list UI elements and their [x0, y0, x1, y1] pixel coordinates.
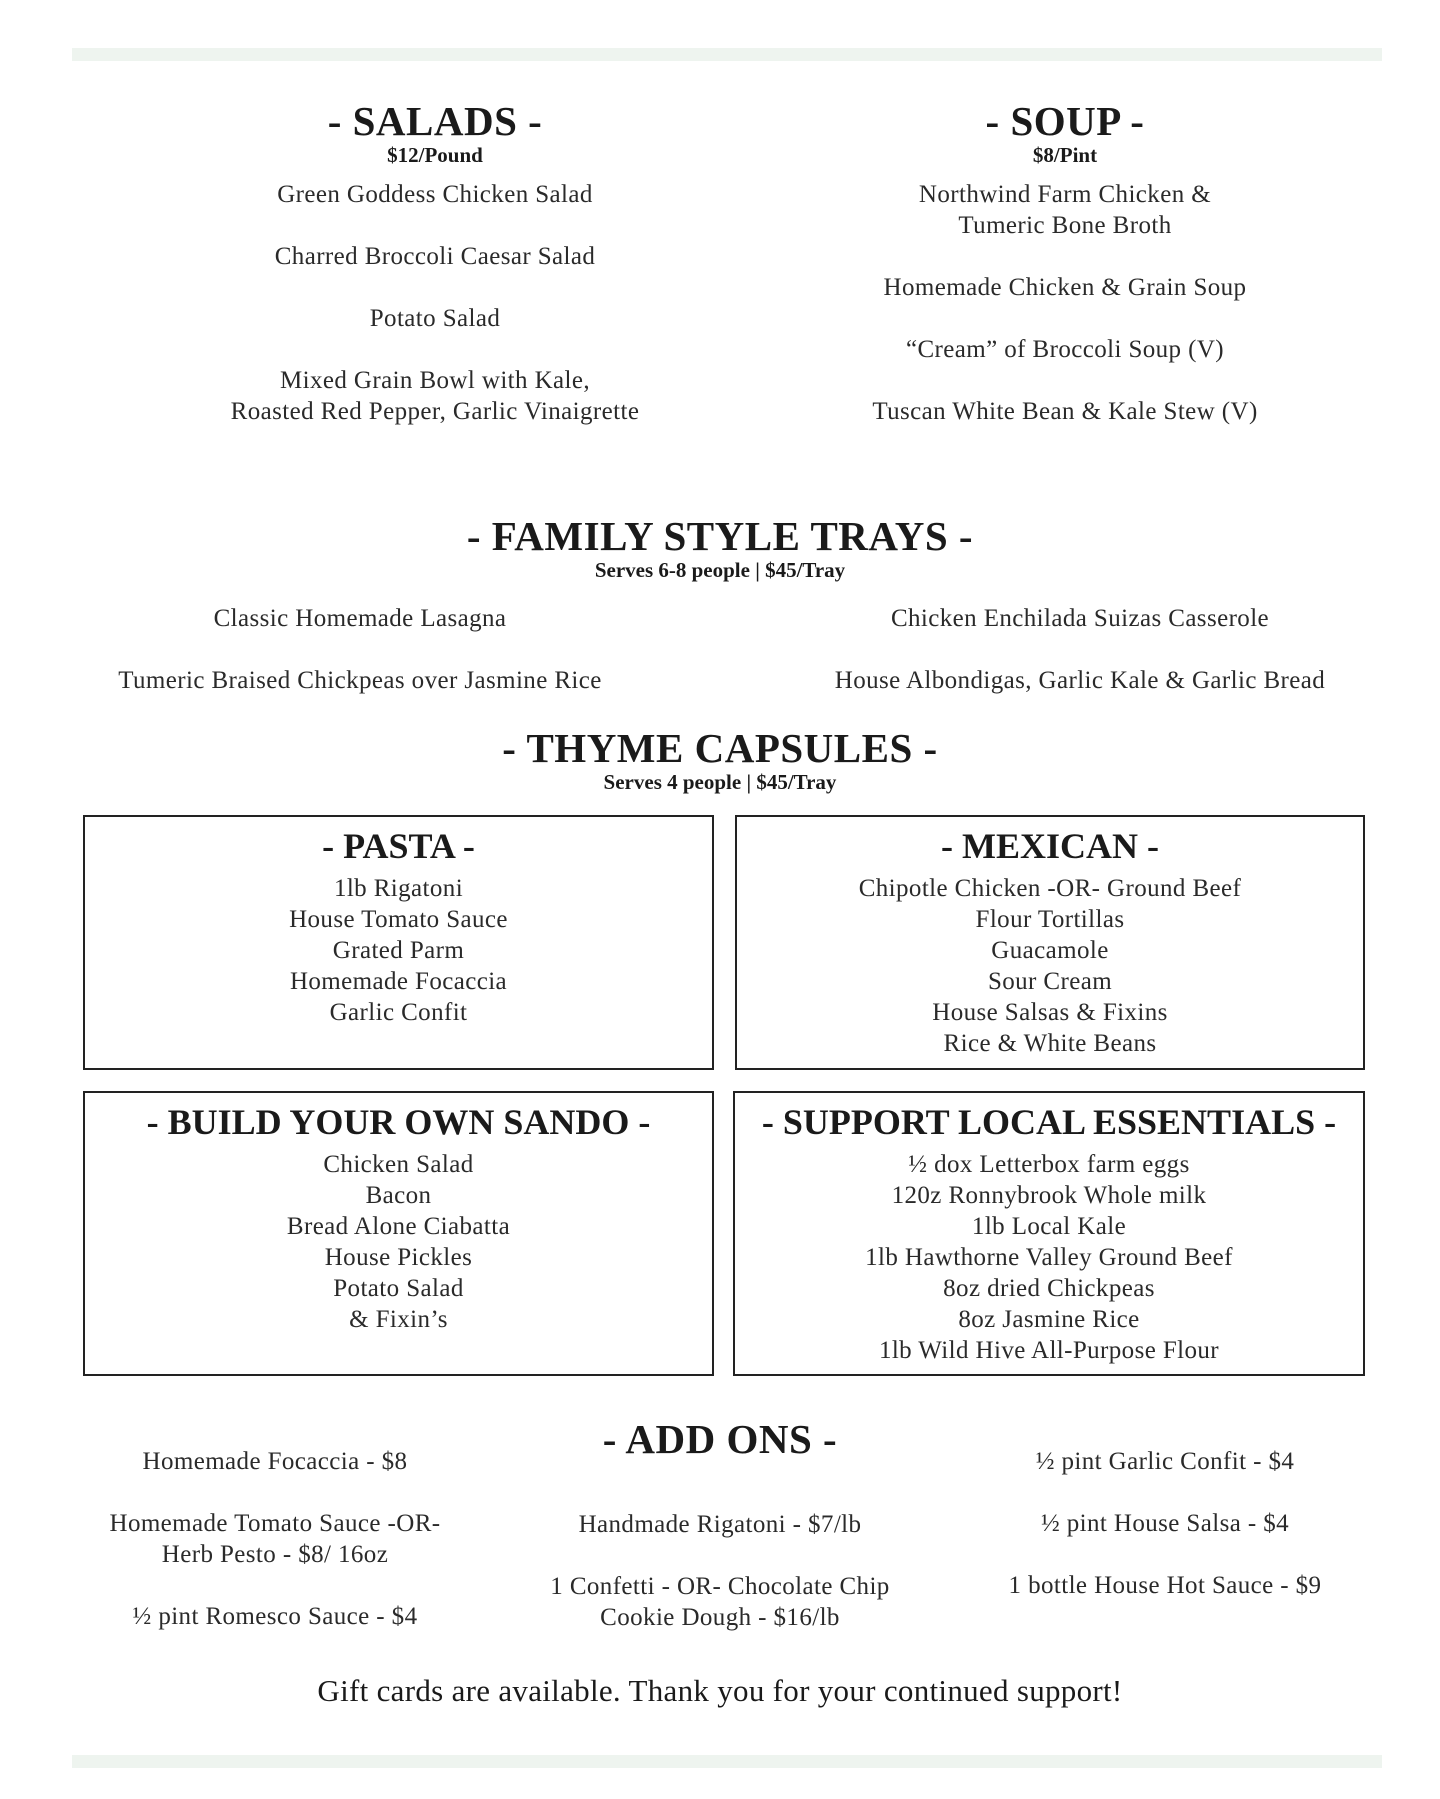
menu-item: & Fixin’s: [349, 1305, 448, 1333]
menu-item: ½ pint House Salsa - $4: [1040, 1510, 1290, 1537]
salads-price: $12/Pound: [387, 143, 483, 168]
menu-item: 120z Ronnybrook Whole milk: [891, 1181, 1207, 1209]
menu-item: ½ pint Garlic Confit - $4: [1035, 1448, 1295, 1475]
sando-list: [85, 1149, 712, 1335]
menu-item: Potato Salad: [369, 305, 501, 333]
menu-item: Guacamole: [991, 936, 1109, 964]
menu-item: House Tomato Sauce: [289, 905, 508, 933]
menu-item: 1 bottle House Hot Sauce - $9: [1008, 1572, 1322, 1599]
menu-item: Chipotle Chicken -OR- Ground Beef: [858, 874, 1242, 902]
menu-item: Green Goddess Chicken Salad: [277, 181, 593, 209]
thyme-capsules-subtitle: Serves 4 people | $45/Tray: [603, 770, 837, 795]
top-decorative-bar: [72, 48, 1382, 61]
menu-item: Potato Salad: [333, 1274, 464, 1302]
family-trays-heading: - FAMILY STYLE TRAYS -: [466, 513, 974, 559]
soup-section: [780, 100, 1350, 427]
family-trays-left: [60, 603, 660, 696]
menu-item: Garlic Confit: [329, 998, 468, 1026]
add-ons-header: [470, 1418, 970, 1461]
menu-item: Grated Parm: [332, 936, 465, 964]
pasta-box: [83, 815, 714, 1070]
menu-item: Bread Alone Ciabatta: [286, 1212, 511, 1240]
menu-item: Homemade Chicken & Grain Soup: [883, 274, 1247, 302]
menu-item: Bacon: [365, 1181, 432, 1209]
sando-heading: - BUILD YOUR OWN SANDO -: [146, 1102, 651, 1142]
family-trays-right: [780, 603, 1380, 696]
menu-item: Charred Broccoli Caesar Salad: [274, 243, 596, 271]
menu-item: 1lb Rigatoni: [333, 874, 464, 902]
mexican-heading: - MEXICAN -: [941, 826, 1159, 866]
menu-item: ½ pint Romesco Sauce - $4: [132, 1603, 418, 1630]
add-ons-left: [70, 1446, 480, 1632]
menu-item: Tumeric Braised Chickpeas over Jasmine Rice: [118, 667, 602, 694]
mexican-box: [735, 815, 1365, 1070]
bottom-decorative-bar: [72, 1755, 1382, 1768]
menu-item: Homemade Focaccia - $8: [142, 1448, 408, 1475]
add-ons-right: [960, 1446, 1370, 1601]
essentials-box: [733, 1091, 1365, 1376]
menu-item: Handmade Rigatoni - $7/lb: [578, 1511, 862, 1538]
menu-item: “Cream” of Broccoli Soup (V): [905, 336, 1225, 364]
soup-heading: - SOUP -: [985, 98, 1145, 144]
essentials-heading: - SUPPORT LOCAL ESSENTIALS -: [761, 1102, 1337, 1142]
menu-item: Sour Cream: [987, 967, 1113, 995]
menu-item: Chicken Salad: [323, 1150, 474, 1178]
menu-item: Homemade Tomato Sauce -OR- Herb Pesto - $8/ 16oz: [109, 1510, 441, 1568]
menu-item: House Salsas & Fixins: [932, 998, 1168, 1026]
thyme-capsules-header: [0, 727, 1440, 794]
menu-item: Rice & White Beans: [943, 1029, 1157, 1057]
sando-box: [83, 1091, 714, 1376]
add-ons-heading: - ADD ONS -: [602, 1416, 838, 1462]
menu-item: Mixed Grain Bowl with Kale, Roasted Red Pepper, Garlic Vinaigrette: [230, 367, 640, 426]
menu-item: 1lb Hawthorne Valley Ground Beef: [865, 1243, 1233, 1271]
footer-message: Gift cards are available. Thank you for your continued support!: [317, 1673, 1123, 1708]
menu-item: Northwind Farm Chicken & Tumeric Bone Broth: [918, 181, 1212, 240]
menu-item: Flour Tortillas: [975, 905, 1125, 933]
menu-item: 1lb Wild Hive All-Purpose Flour: [878, 1336, 1220, 1364]
menu-item: Tuscan White Bean & Kale Stew (V): [872, 398, 1258, 426]
menu-item: ½ dox Letterbox farm eggs: [908, 1150, 1190, 1178]
salads-list: [150, 179, 720, 427]
salads-heading: - SALADS -: [327, 98, 543, 144]
menu-item: Homemade Focaccia: [289, 967, 508, 995]
menu-item: House Albondigas, Garlic Kale & Garlic Bread: [834, 667, 1326, 694]
family-trays-subtitle: Serves 6-8 people | $45/Tray: [594, 558, 846, 583]
family-trays-header: [0, 515, 1440, 582]
menu-item: 1lb Local Kale: [971, 1212, 1127, 1240]
thyme-capsules-heading: - THYME CAPSULES -: [502, 725, 938, 771]
menu-item: Chicken Enchilada Suizas Casserole: [890, 605, 1270, 632]
menu-item: 1 Confetti - OR- Chocolate Chip Cookie Dough - $16/lb: [550, 1573, 890, 1631]
add-ons-center: [515, 1509, 925, 1633]
menu-item: 8oz dried Chickpeas: [943, 1274, 1155, 1302]
pasta-heading: - PASTA -: [322, 826, 475, 866]
menu-item: House Pickles: [324, 1243, 473, 1271]
soup-list: [780, 179, 1350, 427]
essentials-list: [735, 1149, 1363, 1366]
soup-price: $8/Pint: [1032, 143, 1098, 168]
mexican-list: [737, 873, 1363, 1059]
menu-item: 8oz Jasmine Rice: [958, 1305, 1140, 1333]
salads-section: [150, 100, 720, 427]
pasta-list: [85, 873, 712, 1028]
menu-item: Classic Homemade Lasagna: [213, 605, 507, 632]
